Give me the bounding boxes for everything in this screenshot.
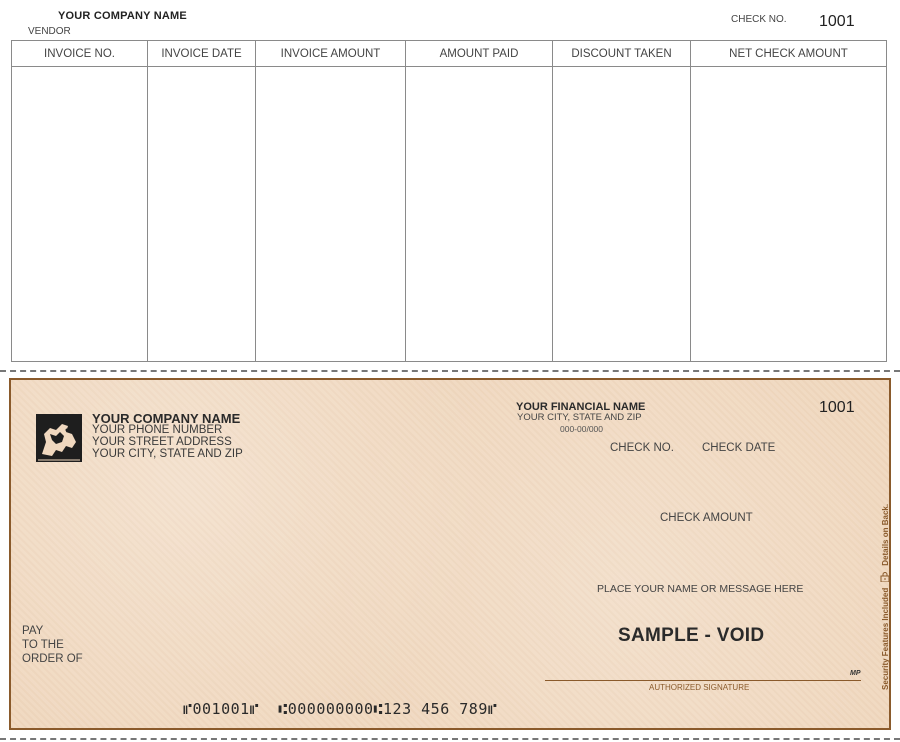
details-on-back-label: Details on Back. [880, 503, 890, 566]
check-amount-label: CHECK AMOUNT [660, 512, 753, 524]
discount-taken-column [553, 41, 691, 361]
column-header: INVOICE NO. [12, 41, 147, 67]
authorized-signature-label: AUTHORIZED SIGNATURE [649, 683, 750, 692]
check-no-label: CHECK NO. [610, 442, 674, 454]
check-number: 1001 [819, 399, 855, 416]
stub-check-no-label: CHECK NO. [731, 14, 787, 25]
security-label: Security Features Included [880, 587, 890, 690]
check-message: PLACE YOUR NAME OR MESSAGE HERE [597, 583, 804, 595]
column-header: INVOICE AMOUNT [256, 41, 405, 67]
company-phone: YOUR PHONE NUMBER [92, 424, 223, 436]
bottom-perforation-line [0, 738, 900, 740]
column-header: NET CHECK AMOUNT [691, 41, 886, 67]
amount-paid-column [406, 41, 553, 361]
stub-check-no-value: 1001 [819, 13, 855, 30]
column-header: DISCOUNT TAKEN [553, 41, 690, 67]
vendor-label: VENDOR [28, 26, 71, 37]
security-features-text [880, 460, 890, 690]
signature-mark: MP [850, 670, 861, 677]
pay-label: PAY [22, 625, 44, 637]
padlock-icon [880, 572, 890, 582]
perforation-line [0, 370, 900, 372]
micr-line: ⑈001001⑈ ⑆000000000⑆123 456 789⑈ [183, 700, 498, 718]
net-check-amount-column [691, 41, 886, 361]
bank-name: YOUR FINANCIAL NAME [516, 401, 646, 413]
cow-logo-icon [36, 414, 82, 462]
invoice-amount-column [256, 41, 406, 361]
void-stamp: SAMPLE - VOID [618, 625, 765, 646]
check-company-name: YOUR COMPANY NAME [92, 411, 241, 426]
invoice-date-column [148, 41, 256, 361]
company-street: YOUR STREET ADDRESS [92, 436, 232, 448]
signature-line [545, 680, 861, 681]
bank-city: YOUR CITY, STATE AND ZIP [517, 412, 642, 423]
bank-fraction-number: 000-00/000 [560, 424, 604, 434]
stub-company-name: YOUR COMPANY NAME [58, 10, 187, 22]
check-date-label: CHECK DATE [702, 442, 776, 454]
company-city: YOUR CITY, STATE AND ZIP [92, 448, 243, 460]
column-header: AMOUNT PAID [406, 41, 552, 67]
column-header: INVOICE DATE [148, 41, 255, 67]
to-the-label: TO THE [22, 639, 64, 651]
order-of-label: ORDER OF [22, 653, 83, 665]
invoice-table [11, 40, 887, 362]
invoice-no-column [12, 41, 148, 361]
